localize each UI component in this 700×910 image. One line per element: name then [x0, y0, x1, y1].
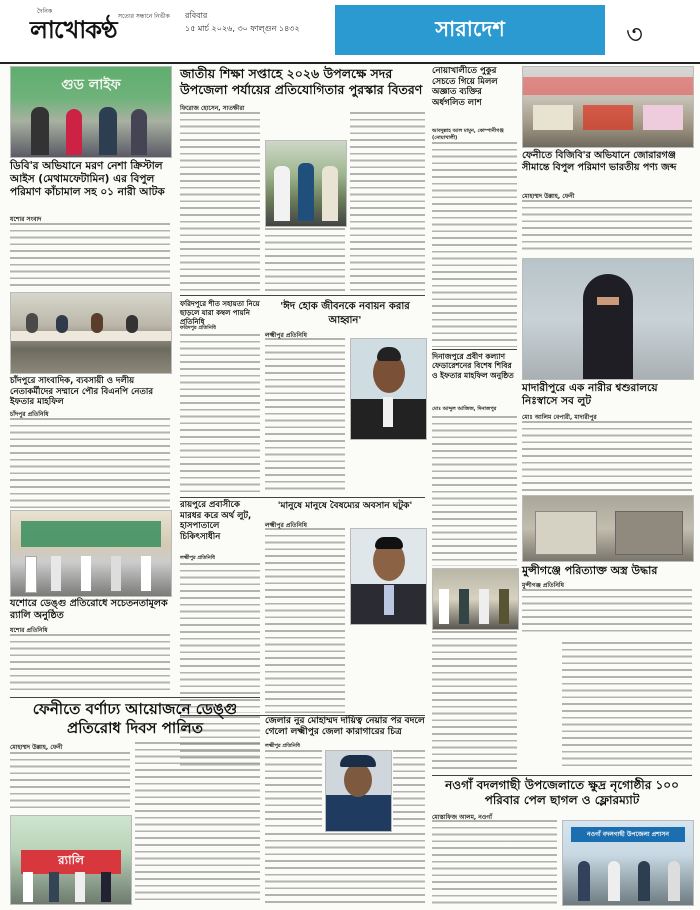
page-number: ৩	[626, 20, 643, 50]
quote-eid[interactable]: 'ঈদ হোক জীবনকে নবায়ন করার আহ্বান'	[280, 301, 410, 326]
column-rule	[432, 349, 517, 350]
photo-naogaon-banner: নওগাঁ বদলগাছী উপজেলা প্রশাসন	[571, 827, 685, 842]
photo-education-week	[265, 140, 347, 227]
headline-jessore-rally[interactable]: যশোরে ডেঙ্গু প্রতিরোধে সচেতনতামূলক র‍্যালি অনুষ্ঠিত	[10, 598, 168, 621]
column-rule	[180, 295, 425, 296]
byline-raipur: লক্ষ্মীপুর প্রতিনিধি	[180, 555, 215, 561]
byline-madaripur: মোঃ আলিম বেপারী, মাদারীপুর	[522, 414, 597, 421]
body-naogaon-2	[562, 642, 692, 770]
headline-bgb[interactable]: ফেনীতে বিজিবি'র অভিযানে জোরারগঞ্জ সীমান্তে বিপুল পরিমাণ ভারতীয় পণ্য জব্দ	[522, 150, 677, 173]
photo-portrait-2	[350, 528, 427, 625]
body-jessore-rally	[10, 634, 170, 694]
headline-drug-raid[interactable]: ডিবি'র অভিযানে মরণ নেশা ক্রিস্টাল আইস (মেথামফেটামিন) এর বিপুল পরিমাণ কাঁচামাল সহ ০১ নারী আটক	[10, 160, 165, 199]
byline-feni-dengue: মোহাম্মদ উল্লাহ, ফেনী	[10, 744, 63, 751]
body-jail	[265, 750, 322, 830]
body-faridpur	[180, 334, 260, 494]
photo-chandpur-iftar	[10, 292, 172, 374]
body-jail-3	[265, 833, 425, 903]
byline-equality: লক্ষ্মীপুর প্রতিনিধি	[265, 522, 307, 529]
photo-jessore-rally	[10, 510, 172, 597]
quote-equality[interactable]: 'মানুষে মানুষে বৈষম্যের অবসান ঘটুক'	[277, 501, 413, 511]
body-dinajpur-2	[432, 631, 517, 771]
body-dinajpur	[432, 416, 517, 566]
byline-dinajpur: মোঃ আব্দুল আজিজ, দিনাজপুর	[432, 406, 497, 412]
headline-dinajpur[interactable]: দিনাজপুরে প্রবীণ কল্যাণ ফেডারেশনের বিশেষ শিবির ও ইফতার মাহফিল অনুষ্ঠিত	[432, 352, 514, 380]
byline-munshiganj: মুন্সীগঞ্জ প্রতিনিধি	[522, 582, 564, 589]
byline-noakhali: আবদুল্লাহ আল মামুন, কোম্পানীগঞ্জ (নোয়াখালী)	[432, 128, 504, 141]
section-title: সারাদেশ	[335, 5, 605, 55]
headline-feni-dengue[interactable]: ফেনীতে বর্ণাঢ্য আয়োজনে ডেঙ্গু প্রতিরোধ দিবস পালিত	[32, 700, 238, 737]
headline-munshiganj[interactable]: মুন্সীগঞ্জে পরিত্যাক্ত অস্ত্র উদ্ধার	[522, 564, 658, 577]
byline-jessore-rally: যশোর প্রতিনিধি	[10, 627, 48, 634]
photo-bgb-goods	[522, 66, 694, 148]
body-munshiganj	[522, 589, 692, 634]
column-rule	[432, 775, 692, 776]
logo-tagline: সত্যের সন্ধানে নির্ভীক	[118, 13, 170, 20]
column-rule	[10, 697, 260, 698]
photo-rally-banner: র‍্যালি	[21, 850, 121, 874]
masthead	[0, 0, 700, 64]
dateline-date: ১৫ মার্চ ২০২৬, ৩০ ফাল্গুন ১৪৩২	[185, 24, 300, 33]
photo-feni-dengue-rally	[10, 815, 132, 905]
body-madaripur	[522, 421, 692, 493]
headline-faridpur[interactable]: ফরিদপুরে শীত সহায়তা নিয়ে ছাড়লে যারা কম্বল পায়নি প্রতিনিধি	[180, 300, 260, 326]
body-drug-raid	[10, 223, 170, 291]
photo-portrait-1	[350, 338, 427, 440]
photo-drug-raid	[10, 66, 172, 158]
column-rule	[180, 497, 425, 498]
byline-eid: লক্ষ্মীপুর প্রতিনিধি	[265, 332, 307, 339]
byline-jail: লক্ষ্মীপুর প্রতিনিধি	[265, 743, 300, 749]
byline-naogaon: মোস্তাফিজ আলম, নওগাঁ	[432, 814, 492, 821]
body-education-week-2	[265, 228, 345, 292]
byline-education-week: ফিরোজ হোসেন, সাতক্ষীরা	[180, 105, 245, 112]
headline-raipur[interactable]: রায়পুরে প্রবাসীকে মারধর করে অর্থ লুট, হাসপাতালে চিকিৎসাধীন	[180, 500, 252, 542]
headline-noakhali[interactable]: নোয়াখালীতে পুকুর সেচতে গিয়ে মিলল অজ্ঞাত ব্যক্তির অর্ধগলিত লাশ	[432, 66, 498, 108]
body-raipur	[180, 563, 260, 713]
body-feni-dengue-2	[135, 742, 260, 902]
photo-madaripur-scene	[522, 495, 694, 562]
byline-chandpur-iftar: চাঁদপুর প্রতিনিধি	[10, 411, 49, 418]
dateline-day: রবিবার	[185, 11, 208, 20]
headline-madaripur[interactable]: মাদারীপুরে এক নারীর শ্বশুরালয়ে নিঃস্বাসে সব লুট	[522, 382, 658, 408]
body-eid	[265, 338, 345, 493]
body-jail-2	[393, 750, 425, 830]
byline-faridpur: ফরিদপুর প্রতিনিধি	[180, 325, 216, 331]
newspaper-logo[interactable]: লাখোকণ্ঠ	[30, 16, 117, 44]
body-feni-dengue	[10, 752, 130, 812]
photo-banner-text: গুড লাইফ	[61, 77, 121, 93]
body-bgb	[522, 200, 692, 250]
headline-jail[interactable]: জেলার নুর মোহাম্মদ দায়িত্ব নেয়ার পর বদলে গেলো লক্ষ্মীপুর জেলা কারাগারের চিত্র	[265, 716, 425, 738]
photo-madaripur	[522, 258, 694, 380]
photo-naogaon	[562, 820, 694, 906]
body-education-week-1	[180, 112, 260, 292]
dateline	[185, 10, 300, 36]
body-education-week-3	[350, 112, 425, 292]
headline-naogaon[interactable]: নওগাঁ বদলগাছী উপজেলাতে ক্ষুদ্র নৃগোষ্ঠীর ১০০ পরিবার পেল ছাগল ও ফ্লোরম্যাট	[445, 778, 679, 807]
photo-dinajpur	[432, 568, 519, 630]
body-noakhali	[432, 142, 517, 347]
logo-tagline-top: দৈনিক	[37, 8, 53, 15]
byline-bgb: মোহাম্মদ উল্লাহ, ফেনী	[522, 193, 575, 200]
photo-jailer	[325, 750, 392, 832]
byline-drug-raid: যশোর সংবাদ	[10, 216, 42, 223]
body-equality	[265, 528, 345, 713]
headline-education-week[interactable]: জাতীয় শিক্ষা সপ্তাহে ২০২৬ উপলক্ষে সদর উপজেলা পর্যায়ের প্রতিযোগিতার পুরস্কার বিতরণ	[180, 66, 423, 97]
headline-chandpur-iftar[interactable]: চাঁদপুরে সাংবাদিক, ব্যবসায়ী ও দলীয় নেতাকর্মীদের সম্মানে পৌর বিএনপি নেতার ইফতার মাহফিল	[10, 376, 154, 408]
body-chandpur-iftar	[10, 418, 170, 508]
body-naogaon	[432, 820, 557, 904]
